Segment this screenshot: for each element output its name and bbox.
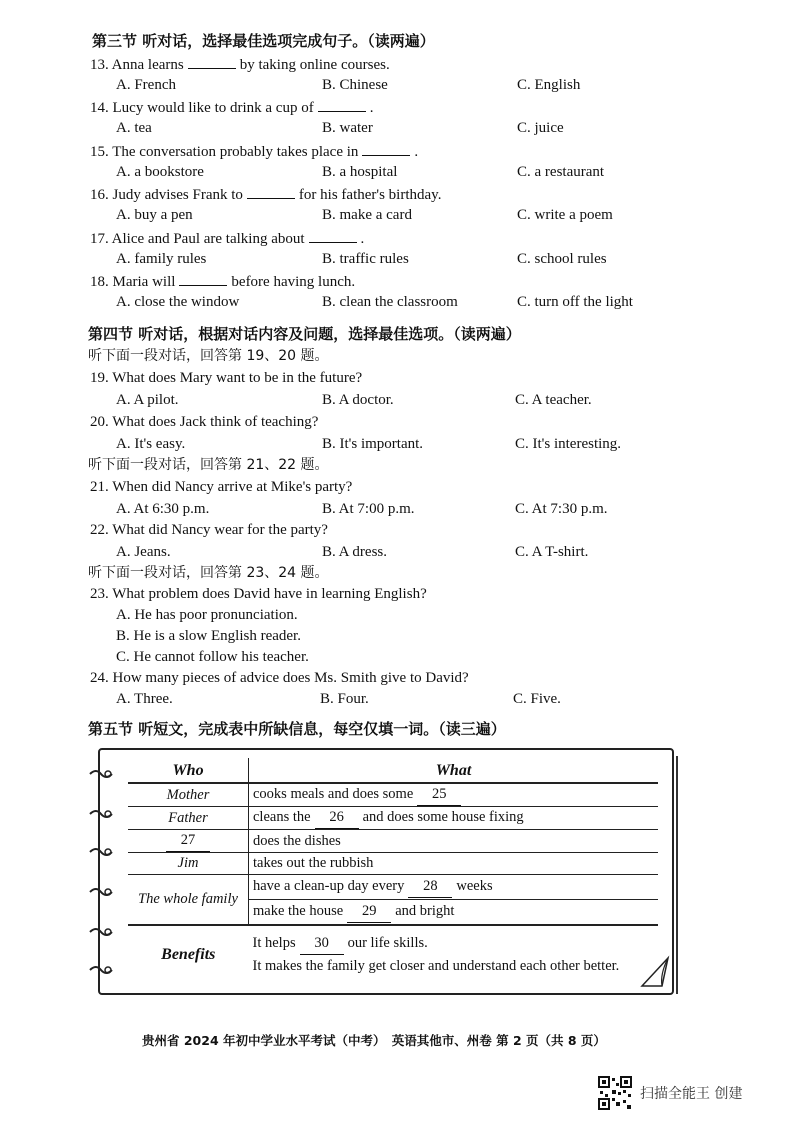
- question-15-text-end: .: [414, 144, 419, 160]
- q21-option-c: C. At 7:30 p.m.: [515, 501, 608, 517]
- question-16-text: 16. Judy advises Frank to: [90, 187, 243, 203]
- q18-option-c: C. turn off the light: [517, 294, 633, 310]
- q24-option-c: C. Five.: [513, 691, 561, 707]
- question-13-text: 13. Anna learns: [90, 57, 184, 73]
- qr-code-icon: [598, 1076, 632, 1110]
- question-17: [90, 228, 364, 249]
- q20-option-a: A. It's easy.: [116, 436, 186, 452]
- table-row: [128, 875, 658, 900]
- scanner-watermark: 扫描全能王 创建: [640, 1086, 743, 1102]
- spiral-ring-icon: [88, 768, 114, 780]
- family-what1-pre: have a clean-up day every: [253, 878, 405, 894]
- blank-29: 29: [347, 901, 391, 923]
- q20-option-c: C. It's interesting.: [515, 436, 622, 452]
- question-23: 23. What problem does David have in learning English?: [90, 586, 427, 602]
- q24-option-b: B. Four.: [320, 691, 369, 707]
- question-14-text: 14. Lucy would like to drink a cup of: [90, 100, 314, 116]
- question-21: 21. When did Nancy arrive at Mike's party?: [90, 479, 353, 495]
- family-what2-pre: make the house: [253, 903, 344, 919]
- question-14: [90, 97, 373, 118]
- who-jim: Jim: [128, 853, 249, 875]
- answer-blank: [188, 54, 236, 69]
- q21-option-a: A. At 6:30 p.m.: [116, 501, 210, 517]
- q15-option-b: B. a hospital: [322, 164, 398, 180]
- question-13: [90, 54, 390, 75]
- q19-option-b: B. A doctor.: [322, 392, 394, 408]
- q15-option-c: C. a restaurant: [517, 164, 605, 180]
- q13-option-a: A. French: [116, 77, 176, 93]
- spiral-ring-icon: [88, 886, 114, 898]
- q16-option-c: C. write a poem: [517, 207, 613, 223]
- question-20: 20. What does Jack think of teaching?: [90, 414, 319, 430]
- q21-option-b: B. At 7:00 p.m.: [322, 501, 415, 517]
- blank-27: 27: [166, 830, 210, 852]
- question-15-text: 15. The conversation probably takes place in: [90, 144, 359, 160]
- father-what-pre: cleans the: [253, 809, 311, 825]
- blank-30: 30: [300, 932, 344, 955]
- page-footer: 贵州省 2024 年初中学业水平考试（中考） 英语其他市、州卷 第 2 页（共 8 页）: [142, 1033, 606, 1048]
- blank-26: 26: [315, 807, 359, 829]
- table-row: [128, 807, 658, 830]
- benefit2: It makes the family get closer and understand each other better.: [252, 958, 620, 974]
- table-row: [128, 783, 658, 807]
- section4-header: 第四节 听对话，根据对话内容及问题，选择最佳选项。（读两遍）: [88, 325, 521, 343]
- q19-option-a: A. A pilot.: [116, 392, 179, 408]
- who-mother: Mother: [128, 783, 249, 807]
- row27-what: does the dishes: [249, 830, 659, 853]
- father-what-post: and does some house fixing: [362, 809, 524, 825]
- benefit1-post: our life skills.: [347, 935, 428, 951]
- answer-blank: [318, 97, 366, 112]
- q16-option-b: B. make a card: [322, 207, 412, 223]
- q13-option-c: C. English: [517, 77, 581, 93]
- benefit1-pre: It helps: [252, 935, 296, 951]
- question-18-text-end: before having lunch.: [231, 274, 356, 290]
- mother-what: cooks meals and does some: [253, 786, 414, 802]
- q22-option-c: C. A T-shirt.: [515, 544, 589, 560]
- q23-option-a: A. He has poor pronunciation.: [116, 607, 298, 623]
- q23-option-b: B. He is a slow English reader.: [116, 628, 301, 644]
- q14-option-b: B. water: [322, 120, 373, 136]
- section4-intro-21-22: 听下面一段对话，回答第 21、22 题。: [88, 457, 329, 473]
- who-father: Father: [128, 807, 249, 830]
- table-row: [128, 830, 658, 853]
- question-15: [90, 141, 418, 162]
- blank-25: 25: [417, 784, 461, 806]
- section3-header: 第三节 听对话，选择最佳选项完成句子。（读两遍）: [92, 32, 435, 50]
- answer-blank: [247, 184, 295, 199]
- question-13-text-end: by taking online courses.: [239, 57, 390, 73]
- answer-blank: [309, 228, 357, 243]
- q19-option-c: C. A teacher.: [515, 392, 592, 408]
- answer-blank: [362, 141, 410, 156]
- section5-header: 第五节 听短文，完成表中所缺信息，每空仅填一词。（读三遍）: [88, 720, 506, 738]
- benefits-label: Benefits: [161, 945, 216, 963]
- family-what2-post: and bright: [395, 903, 455, 919]
- question-18-text: 18. Maria will: [90, 274, 176, 290]
- question-18: [90, 271, 355, 292]
- question-16-text-end: for his father's birthday.: [298, 187, 442, 203]
- q24-option-a: A. Three.: [116, 691, 173, 707]
- q17-option-c: C. school rules: [517, 251, 607, 267]
- table-row: [128, 853, 658, 875]
- q17-option-b: B. traffic rules: [322, 251, 409, 267]
- who-family: The whole family: [128, 875, 249, 926]
- family-what1-post: weeks: [456, 878, 493, 894]
- q16-option-a: A. buy a pen: [116, 207, 193, 223]
- q18-option-b: B. clean the classroom: [322, 294, 458, 310]
- q15-option-a: A. a bookstore: [116, 164, 204, 180]
- spiral-ring-icon: [88, 926, 114, 938]
- col-who: Who: [128, 758, 249, 783]
- question-22: 22. What did Nancy wear for the party?: [90, 522, 328, 538]
- section4-intro-19-20: 听下面一段对话，回答第 19、20 题。: [88, 348, 329, 364]
- question-24: 24. How many pieces of advice does Ms. Smith give to David?: [90, 670, 469, 686]
- col-what: What: [249, 758, 659, 783]
- info-table: [128, 758, 658, 977]
- q17-option-a: A. family rules: [116, 251, 207, 267]
- q22-option-a: A. Jeans.: [116, 544, 171, 560]
- spiral-ring-icon: [88, 964, 114, 976]
- q20-option-b: B. It's important.: [322, 436, 424, 452]
- spiral-ring-icon: [88, 808, 114, 820]
- page-curl-icon: [640, 950, 670, 988]
- question-14-text-end: .: [369, 100, 374, 116]
- question-17-text-end: .: [360, 231, 365, 247]
- question-19: 19. What does Mary want to be in the future?: [90, 370, 363, 386]
- q14-option-a: A. tea: [116, 120, 152, 136]
- q22-option-b: B. A dress.: [322, 544, 388, 560]
- q23-option-c: C. He cannot follow his teacher.: [116, 649, 309, 665]
- question-16: [90, 184, 441, 205]
- q18-option-a: A. close the window: [116, 294, 240, 310]
- spiral-ring-icon: [88, 846, 114, 858]
- answer-blank: [179, 271, 227, 286]
- section4-intro-23-24: 听下面一段对话，回答第 23、24 题。: [88, 565, 329, 581]
- jim-what: takes out the rubbish: [249, 853, 659, 875]
- question-17-text: 17. Alice and Paul are talking about: [90, 231, 305, 247]
- blank-28: 28: [408, 876, 452, 898]
- q13-option-b: B. Chinese: [322, 77, 388, 93]
- table-row: [128, 925, 658, 977]
- q14-option-c: C. juice: [517, 120, 564, 136]
